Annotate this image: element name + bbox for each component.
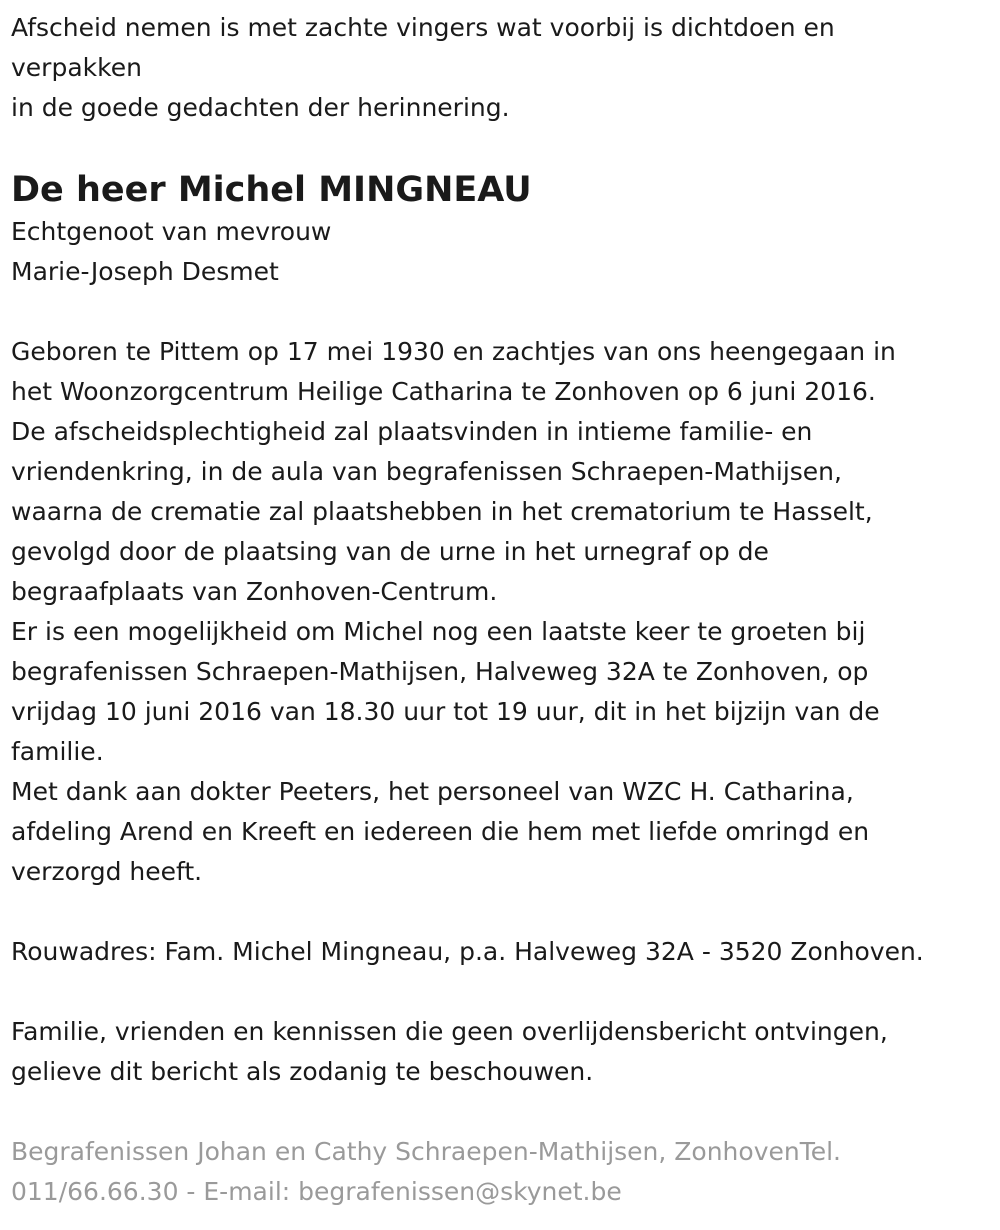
funeral-home-footer <box>11 1132 990 1212</box>
spouse-line: Echtgenoot van mevrouw <box>11 217 332 246</box>
poem-line: Afscheid nemen is met zachte vingers wat voorbij is dichtdoen en <box>11 13 835 42</box>
spouse-info <box>11 212 990 292</box>
body-line: Met dank aan dokter Peeters, het personeel van WZC H. Catharina, <box>11 777 854 806</box>
obituary-body <box>11 332 990 892</box>
body-line: begrafenissen Schraepen-Mathijsen, Halveweg 32A te Zonhoven, op <box>11 657 869 686</box>
footer-contact-line: 011/66.66.30 - E-mail: begrafenissen@skynet.be <box>11 1177 622 1206</box>
spacer <box>11 892 990 932</box>
body-line: verzorgd heeft. <box>11 857 203 886</box>
body-line: De afscheidsplechtigheid zal plaatsvinden in intieme familie- en <box>11 417 813 446</box>
body-line: begraafplaats van Zonhoven-Centrum. <box>11 577 498 606</box>
body-line: Geboren te Pittem op 17 mei 1930 en zachtjes van ons heengegaan in <box>11 337 896 366</box>
body-line: gevolgd door de plaatsing van de urne in het urnegraf op de <box>11 537 769 566</box>
notice-line: Familie, vrienden en kennissen die geen overlijdensbericht ontvingen, <box>11 1017 888 1046</box>
spacer <box>11 1092 990 1132</box>
poem-line: in de goede gedachten der herinnering. <box>11 93 510 122</box>
poem-line: verpakken <box>11 53 142 82</box>
deceased-name-heading: De heer Michel MINGNEAU <box>11 170 532 210</box>
poem <box>11 8 990 128</box>
body-line: familie. <box>11 737 104 766</box>
body-line: afdeling Arend en Kreeft en iedereen die hem met liefde omringd en <box>11 817 870 846</box>
notice <box>11 1012 990 1092</box>
body-line: vrijdag 10 juni 2016 van 18.30 uur tot 19 uur, dit in het bijzijn van de <box>11 697 880 726</box>
body-line: Er is een mogelijkheid om Michel nog een laatste keer te groeten bij <box>11 617 866 646</box>
spouse-line: Marie-Joseph Desmet <box>11 257 279 286</box>
body-line: het Woonzorgcentrum Heilige Catharina te Zonhoven op 6 juni 2016. <box>11 377 876 406</box>
body-line: vriendenkring, in de aula van begrafenissen Schraepen-Mathijsen, <box>11 457 842 486</box>
footer-line: Begrafenissen Johan en Cathy Schraepen-Mathijsen, ZonhovenTel. <box>11 1137 842 1166</box>
mourning-address: Rouwadres: Fam. Michel Mingneau, p.a. Halveweg 32A - 3520 Zonhoven. <box>11 937 924 966</box>
spacer <box>11 972 990 1012</box>
spacer <box>11 292 990 332</box>
notice-line: gelieve dit bericht als zodanig te beschouwen. <box>11 1057 594 1086</box>
body-line: waarna de crematie zal plaatshebben in het crematorium te Hasselt, <box>11 497 873 526</box>
